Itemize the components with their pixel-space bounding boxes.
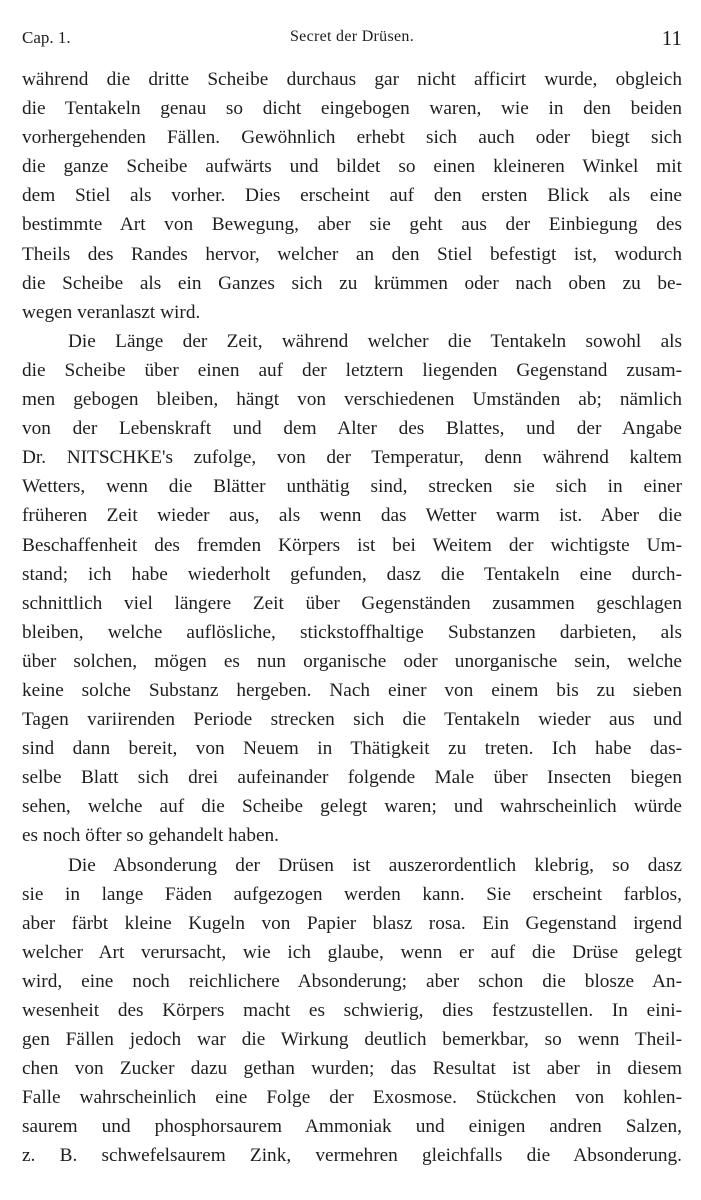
text-line: selbe Blatt sich drei aufeinander folgende Male über Insecten biegen xyxy=(22,767,682,789)
paragraph-2 xyxy=(22,327,682,851)
text-line: über solchen, mögen es nun organische oder unorganische sein, welche xyxy=(22,650,682,672)
text-line: sie in lange Fäden aufgezogen werden kann. Sie erscheint farblos, xyxy=(22,883,682,905)
text-line: saurem und phosphorsaurem Ammoniak und einigen andren Salzen, xyxy=(22,1116,682,1138)
text-line: es noch öfter so gehandelt haben. xyxy=(22,825,279,847)
text-line: die Scheibe über einen auf der letztern liegenden Gegenstand zusam- xyxy=(22,359,682,381)
running-title: Secret der Drüsen. xyxy=(289,28,415,45)
text-line: aber färbt kleine Kugeln von Papier blasz rosa. Ein Gegenstand irgend xyxy=(22,912,682,934)
text-line: gen Fällen jedoch war die Wirkung deutlich bemerkbar, so wenn Theil- xyxy=(22,1029,682,1051)
text-line: chen von Zucker dazu gethan wurden; das Resultat ist aber in diesem xyxy=(22,1058,682,1080)
text-line: früheren Zeit wieder aus, als wenn das Wetter warm ist. Aber die xyxy=(22,505,682,527)
text-line: vorhergehenden Fällen. Gewöhnlich erhebt sich auch oder biegt sich xyxy=(22,127,682,149)
text-line: Die Absonderung der Drüsen ist auszerordentlich klebrig, so dasz xyxy=(68,854,682,876)
text-line: wird, eine noch reichlichere Absonderung; aber schon die blosze An- xyxy=(22,970,682,992)
text-line: die Scheibe als ein Ganzes sich zu krümmen oder nach oben zu be- xyxy=(22,272,682,294)
text-line: sind dann bereit, von Neuem in Thätigkeit zu treten. Ich habe das- xyxy=(22,738,682,760)
text-line: Die Länge der Zeit, während welcher die Tentakeln sowohl als xyxy=(68,330,682,352)
text-line: Dr. NITSCHKE's zufolge, von der Temperatur, denn während kaltem xyxy=(22,447,682,469)
chapter-label: Cap. 1. xyxy=(22,28,71,47)
text-line: Beschaffenheit des fremden Körpers ist bei Weitem der wichtigste Um- xyxy=(22,534,682,556)
text-line: sehen, welche auf die Scheibe gelegt waren; und wahrscheinlich würde xyxy=(22,796,682,818)
text-line: während die dritte Scheibe durchaus gar nicht afficirt wurde, obgleich xyxy=(22,69,682,90)
running-header xyxy=(22,20,682,54)
text-line: wegen veranlaszt wird. xyxy=(22,301,201,323)
text-line: Falle wahrscheinlich eine Folge der Exosmose. Stückchen von kohlen- xyxy=(22,1087,682,1109)
text-line: Theils des Randes hervor, welcher an den Stiel befestigt ist, wodurch xyxy=(22,243,682,265)
text-line: die Tentakeln genau so dicht eingebogen waren, wie in den beiden xyxy=(22,98,682,120)
paragraph-3 xyxy=(22,851,682,1171)
text-line: Wetters, wenn die Blätter unthätig sind, strecken sie sich in einer xyxy=(22,476,682,498)
text-line: bestimmte Art von Bewegung, aber sie geht aus der Einbiegung des xyxy=(22,214,682,236)
text-line: die ganze Scheibe aufwärts und bildet so einen kleineren Winkel mit xyxy=(22,156,682,178)
text-line: dem Stiel als vorher. Dies erscheint auf den ersten Blick als eine xyxy=(22,185,682,207)
book-page xyxy=(22,20,682,1167)
text-line: von der Lebenskraft und dem Alter des Blattes, und der Angabe xyxy=(22,418,682,440)
text-line: bleiben, welche auflösliche, stickstoffhaltige Substanzen darbieten, als xyxy=(22,621,682,643)
paragraph-1 xyxy=(22,65,682,327)
text-line: welcher Art verursacht, wie ich glaube, wenn er auf die Drüse gelegt xyxy=(22,941,682,963)
text-line: wesenheit des Körpers macht es schwierig, dies festzustellen. In eini- xyxy=(22,1000,682,1021)
text-line: schnittlich viel längere Zeit über Gegenständen zusammen geschlagen xyxy=(22,592,682,614)
text-line: z. B. schwefelsaurem Zink, vermehren gleichfalls die Absonderung. xyxy=(22,1145,682,1167)
page-number: 11 xyxy=(661,26,682,50)
body-text xyxy=(22,65,682,1171)
text-line: Tagen variirenden Periode strecken sich die Tentakeln wieder aus und xyxy=(22,709,682,731)
text-line: men gebogen bleiben, hängt von verschiedenen Umständen ab; nämlich xyxy=(22,389,682,411)
text-line: stand; ich habe wiederholt gefunden, dasz die Tentakeln eine durch- xyxy=(22,563,682,585)
text-line: keine solche Substanz hergeben. Nach einer von einem bis zu sieben xyxy=(22,679,682,701)
